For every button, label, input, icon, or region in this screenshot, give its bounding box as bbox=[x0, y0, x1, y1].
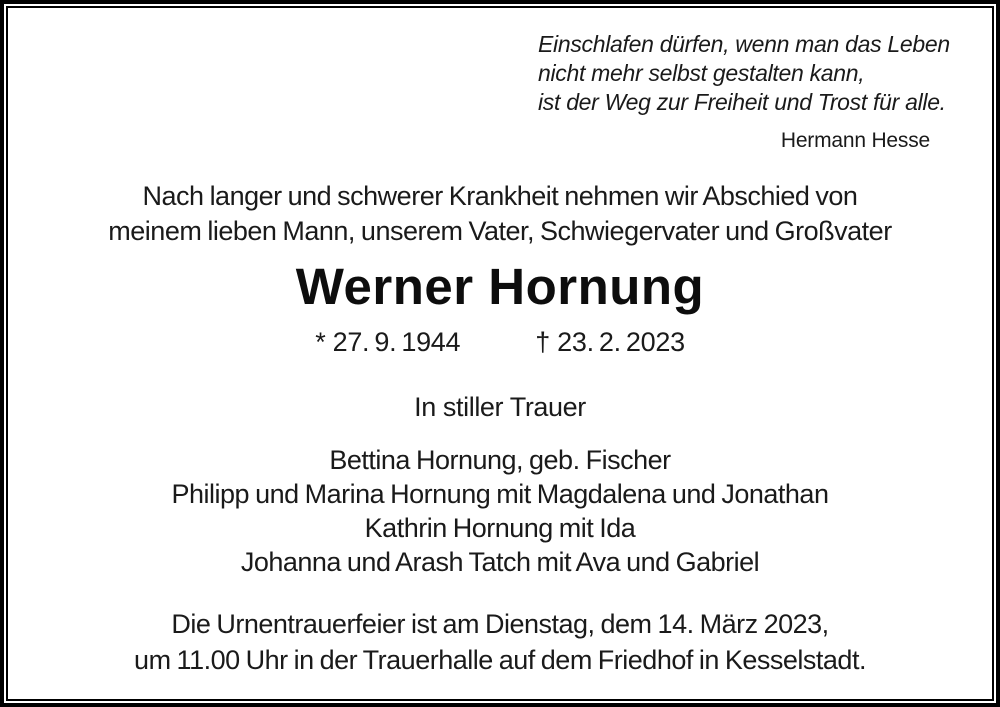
deceased-name: Werner Hornung bbox=[295, 258, 705, 315]
service-line: um 11.00 Uhr in der Trauerhalle auf dem Friedhof in Kesselstadt. bbox=[134, 645, 866, 675]
death-date: † 23. 2. 2023 bbox=[535, 327, 685, 357]
mourning-heading: In stiller Trauer bbox=[414, 392, 586, 422]
service-line: Die Urnentrauerfeier ist am Dienstag, dem 14. März 2023, bbox=[171, 609, 829, 639]
family-member-line: Johanna und Arash Tatch mit Ava und Gabriel bbox=[240, 547, 760, 577]
service-info bbox=[0, 606, 1000, 678]
intro-text bbox=[0, 179, 1000, 249]
quote-block bbox=[538, 30, 950, 117]
birth-date: * 27. 9. 1944 bbox=[315, 327, 461, 357]
quote-line: ist der Weg zur Freiheit und Trost für alle. bbox=[538, 89, 946, 115]
family-member-line: Philipp und Marina Hornung mit Magdalena und Jonathan bbox=[171, 479, 829, 509]
family-member-line: Kathrin Hornung mit Ida bbox=[364, 513, 636, 543]
life-dates bbox=[0, 327, 1000, 358]
quote-line: Einschlafen dürfen, wenn man das Leben bbox=[538, 31, 950, 57]
family-list bbox=[0, 443, 1000, 579]
quote-line: nicht mehr selbst gestalten kann, bbox=[538, 60, 865, 86]
family-member-line: Bettina Hornung, geb. Fischer bbox=[329, 445, 671, 475]
intro-line: meinem lieben Mann, unserem Vater, Schwiegervater und Großvater bbox=[108, 216, 892, 246]
intro-line: Nach langer und schwerer Krankheit nehmen wir Abschied von bbox=[142, 181, 858, 211]
quote-attribution: Hermann Hesse bbox=[780, 129, 930, 152]
